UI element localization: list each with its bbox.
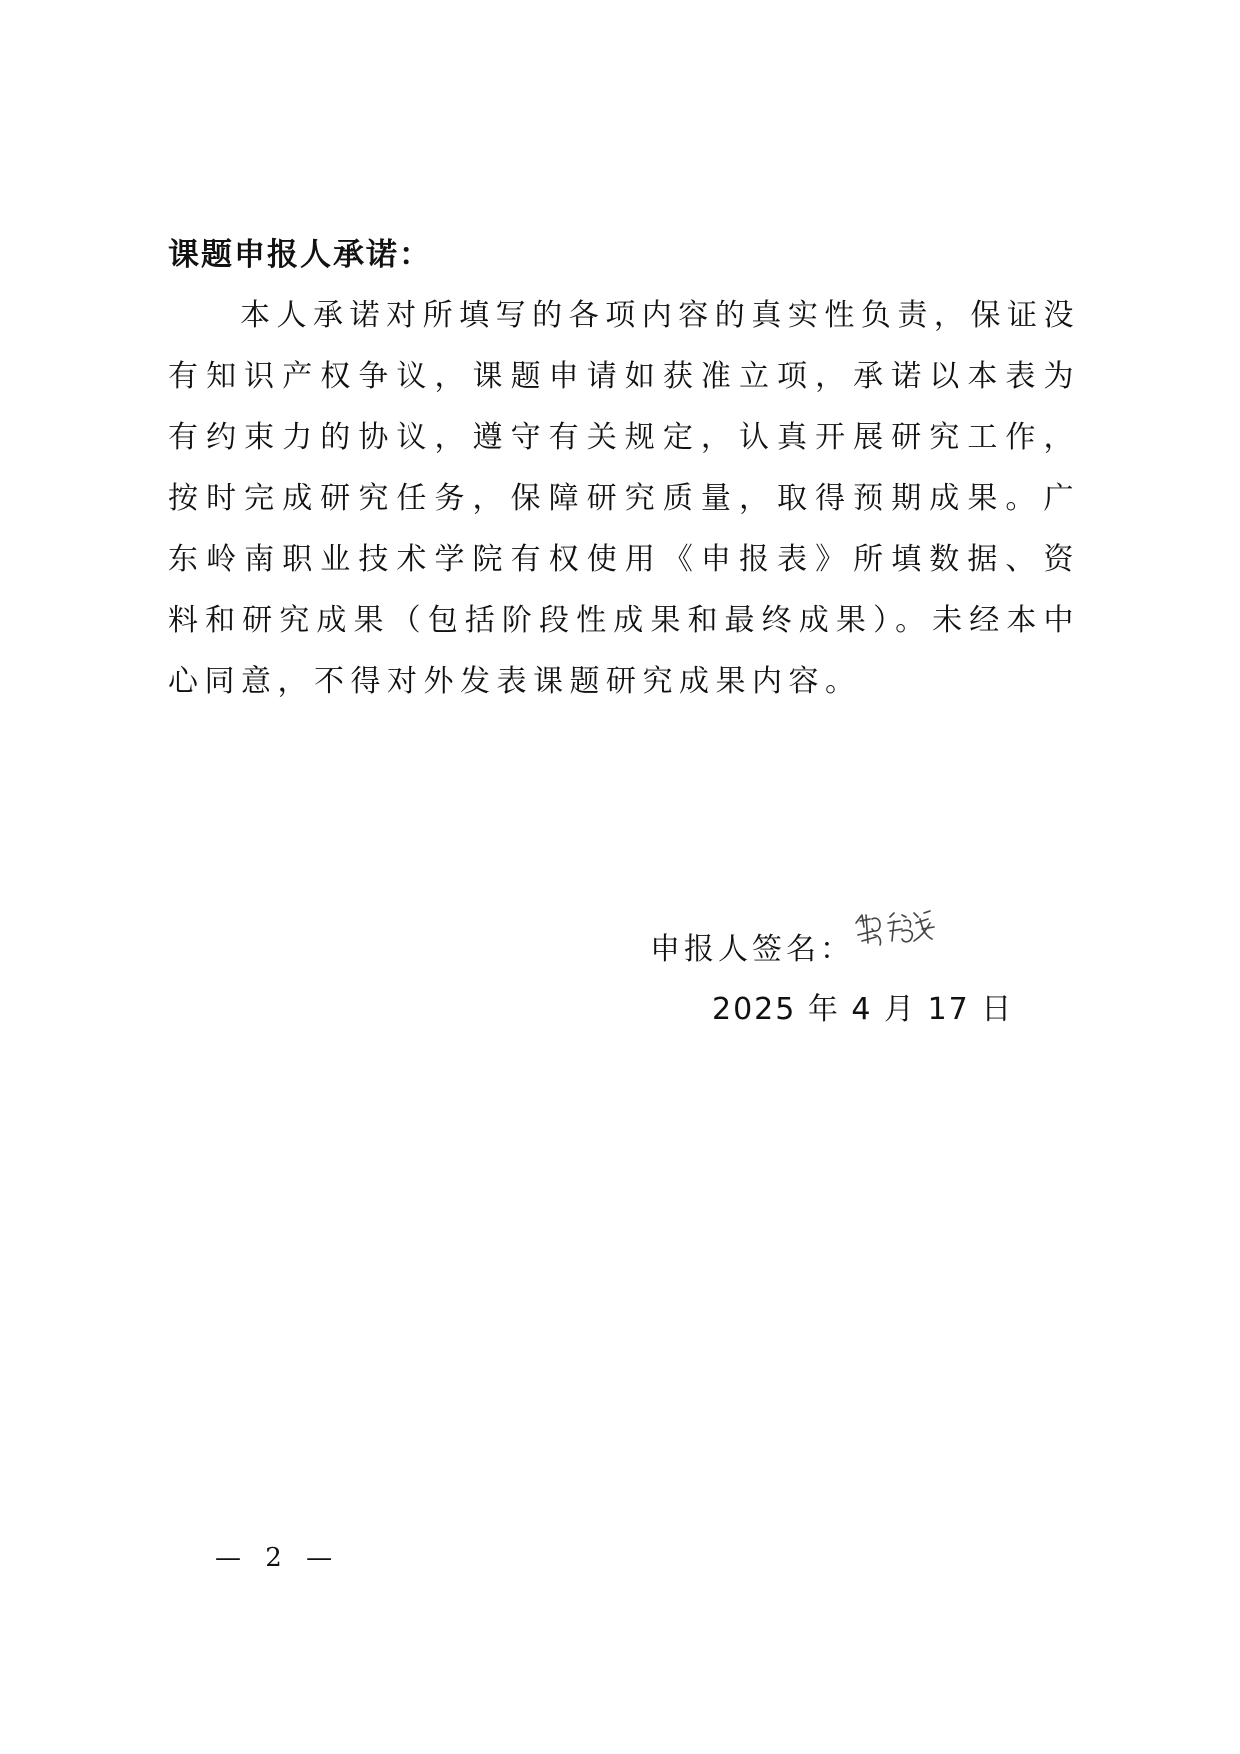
commitment-heading: 课题申报人承诺： [168, 237, 432, 273]
signature-label: 申报人签名： [650, 932, 854, 967]
commitment-paragraph: 本人承诺对所填写的各项内容的真实性负责，保证没有知识产权争议，课题申请如获准立项，承诺以本表为有约束力的协议，遵守有关规定，认真开展研究工作，按时完成研究任务，保障研究质量，取得预期成果。广东岭南职业技术学院有权使用《申报表》所填数据、资料和研究成果（包括阶段性成果和最终成果）。未经本中心同意，不得对外发表课题研究成果内容。 [168, 298, 1080, 699]
handwritten-signature [850, 905, 940, 960]
page-number: — 2 — [215, 1543, 341, 1573]
signature-date: 2025 年 4 月 17 日 [712, 992, 1014, 1027]
